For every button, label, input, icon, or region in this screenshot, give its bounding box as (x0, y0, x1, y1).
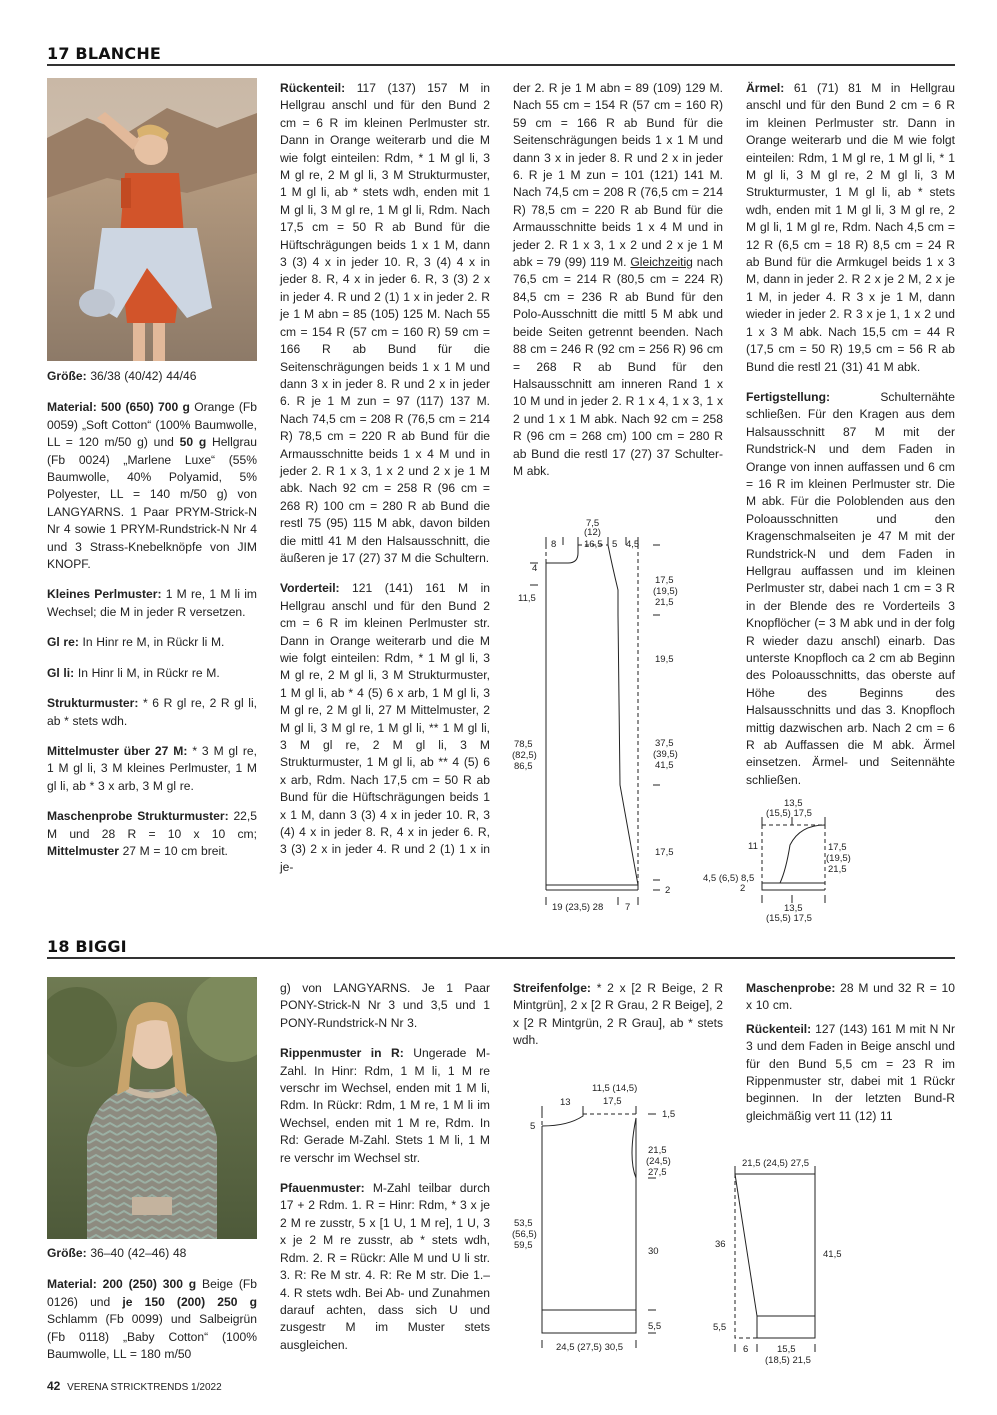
biggi-rueckenteil-paragraph: Rückenteil: 127 (143) 161 M mit N Nr 3 und dem Faden in Beige anschl und für den Bund 5,5 cm = 23 R im Rippenmuster str, dabei mit 1 Rückr beginnen. In der letzten Bund-R gleichmäßig vert 11 (12) 11 (746, 1021, 955, 1123)
sleeve-b2: (15,5) 17,5 (766, 913, 812, 924)
sleeve-r2: (19,5) (826, 853, 851, 864)
biggi-column-2 (280, 980, 490, 1367)
fertigstellung-paragraph: Fertigstellung: Schulternähte schließen. Für den Kragen aus dem Halsausschnitt 87 M mit der Rundstrick-N und dem Faden in Orange von innen auffassen und 6 cm = 16 R im kleinen Perlmuster str. Die M abk. Für die Poloblenden aus den Poloausschnitten und den Kragenschmalseiten je 47 M mit der Rundstrick-N und dem Faden in Hellgrau auffassen und im kleinen Perlmuster str, dabei nach 1 cm = 3 R in der Blende des re Vorderteils 3 Knopflöcher (= 3 M abk und in der folg R wieder dazu anschl) einarb. Das unterste Knopfloch ca 2 cm ab Beginn des Poloausschnitts, das oberste auf Höhe des Beginns des Halsausschnitts und das 3. Knopfloch mittig dazwischen arb. Nach 2 cm = 6 R ab Auffassen die M abk. Ärmel einsetzen. Ärmel- und Seitennähte schließen. (746, 389, 955, 787)
biggi-l13: 13 (560, 1097, 571, 1108)
biggi-sleeve-top: 21,5 (24,5) 27,5 (742, 1158, 810, 1169)
label-r1b: (19,5) (653, 586, 678, 597)
label-w45: 4,5 (626, 539, 640, 550)
biggi-sleeve-r415: 41,5 (823, 1249, 842, 1260)
label-lc: 86,5 (514, 761, 533, 772)
material-paragraph: Material: 500 (650) 700 g Orange (Fb 0059) „Soft Cotton“ (100% Baumwolle, LL = 120 m/50 g) und 50 g Hellgrau (Fb 0024) „Marlene Luxe“ (55% Baumwolle, 40% Polyamid, 5% Polyester, LL = 140 m/50 g) von LANGYARNS. 1 Paar PRYM-Strick-N Nr 4 sowie 1 PRYM-Rundstrick-N Nr 4 und 3 Strass-Knebelknöpfe von JIM KNOPF. (47, 400, 258, 572)
biggi-rc: 27,5 (648, 1167, 667, 1178)
page-footer (47, 1379, 222, 1393)
label-r2: 19,5 (655, 654, 674, 665)
label-w5: 5 (612, 539, 618, 550)
sleeve-r3: 21,5 (828, 864, 847, 875)
biggi-size-paragraph: Größe: 36–40 (42–46) 48 (47, 1246, 187, 1260)
photo-blanche-dress (47, 78, 257, 361)
vorderteil-continued: der 2. R je 1 M abn = 89 (109) 129 M. Nach 55 cm = 154 R (57 cm = 160 R) 59 cm = 166 R ab Bund für die Seitenschrägungen beids 1 x 1 M und dann 3 x in jeder 8. R und 2 x in jeder 6. R je 1 M zun = 101 (121) 141 M. Nach 74,5 cm = 208 R (76,5 cm = 214 R) 78,5 cm = 220 R ab Bund für die Armausschnitte beids 1 x 4 M und in jeder 2. R 1 x 3, 1 x 2 und 2 x je 1 M abk = 79 (99) 119 M. Gleichzeitig nach 76,5 cm = 214 R (80,5 cm = 224 R) 84,5 cm = 236 R ab Bund für den Polo-Ausschnitt die mittl 5 M abk und beide Seiten getrennt beenden. Nach 88 cm = 246 R (92 cm = 256 R) 96 cm = 268 R ab Bund für den Halsausschnitt am inneren Rand 1 x 10 M und in jeder 2. R 1 x 4, 1 x 3, 1 x 2 und 1 x 1 M abk. Nach 92 cm = 258 R (96 cm = 268 cm) 100 cm = 280 R ab Bund die restl 17 (27) 37 Schulter-M abk. (513, 81, 723, 478)
label-l115: 11,5 (518, 593, 536, 604)
diagram-blanche-sleeve (700, 795, 860, 925)
biggi-sleeve-b2: (18,5) 21,5 (765, 1355, 811, 1366)
biggi-t2: 17,5 (603, 1096, 622, 1107)
label-w8: 8 (551, 539, 557, 550)
aermel-paragraph: Ärmel: 61 (71) 81 M in Hellgrau anschl und für den Bund 2 cm = 6 R im kleinen Perlmuster str. Dann in Orange weiterarb und die M wie folgt einteilen: Rdm, 1 M gl re, 1 M gl li, * 1 M gl li, 3 M gl re, 2 M gl li, 3 M Strukturmuster, 1 M gl li, ab * stets wdh, enden mit 1 M gl li, 3 M gl re, 2 M gl li, 1 M gl re, Rdm. Nach 4,5 cm = 12 R (6,5 cm = 18 R) 8,5 cm = 24 R ab Bund für die Armkugel beids 1 x 3 M, dann in jeder 2. R 2 x je 2 M, 2 x je 1 M, in jeder 4. R 3 x je 1 M, dann wieder in jeder 2. R 3 x je 1, 1 x 2 und 1 x 3 M abk. Nach 15,5 cm = 44 R (17,5 cm = 50 R) 19,5 cm = 56 R ab Bund die restl 21 (31) 41 M abk. (746, 81, 955, 374)
gl-re-paragraph: Gl re: In Hinr re M, in Rückr li M. (47, 635, 225, 650)
magazine-name: VERENA STRICKTRENDS 1/2022 (67, 1382, 222, 1393)
label-r3b: (39,5) (653, 749, 678, 760)
sleeve-l2b: 2 (740, 883, 746, 894)
strukturmuster-paragraph: Strukturmuster: * 6 R gl re, 2 R gl li, ab * stets wdh. (47, 696, 257, 728)
streifenfolge-paragraph: Streifenfolge: * 2 x [2 R Beige, 2 R Mintgrün], 2 x [2 R Grau, 2 R Beige], 2 x [2 R Mintgrün, 2 R Grau], ab * stets wdh. (513, 981, 723, 1048)
blanche-column-4 (746, 80, 955, 802)
label-top2: (12) (584, 527, 601, 538)
blanche-column-1 (47, 368, 257, 873)
label-bottom1: 19 (23,5) 28 (552, 902, 604, 913)
label-r1c: 21,5 (655, 597, 674, 608)
biggi-r15: 1,5 (662, 1109, 676, 1120)
biggi-sleeve-b1: 15,5 (777, 1344, 796, 1355)
diagram-biggi-body (508, 1078, 708, 1358)
label-lb: (82,5) (512, 750, 537, 761)
label-l4: 4 (532, 563, 538, 574)
biggi-material-continued: g) von LANGYARNS. Je 1 Paar PONY-Strick-N Nr 3 und 3,5 und 1 PONY-Rundstrick-N Nr 3. (280, 981, 490, 1030)
sleeve-l11: 11 (748, 841, 758, 852)
diagram-biggi-sleeve (705, 1152, 865, 1372)
rippenmuster-paragraph: Rippenmuster in R: Ungerade M-Zahl. In Hinr: Rdm, 1 M li, 1 M re verschr im Wechsel, enden mit 1 M li, Rdm. In Rückr: Rdm, 1 M re, 1 M li im Wechsel, enden mit 1 M re, Rdm. In Rd: Gerade M-Zahl. Stets 1 M li, 1 M re verschr im Wechsel str. (280, 1046, 490, 1165)
biggi-lb: (56,5) (512, 1229, 537, 1240)
biggi-sleeve-l55: 5,5 (713, 1322, 727, 1333)
sleeve-t1: 13,5 (784, 798, 803, 809)
mittelmuster-paragraph: Mittelmuster über 27 M: * 3 M gl re, 1 M gl li, 3 M kleines Perlmuster, 1 M gl li, ab * 3 x arb, 3 M gl re. (47, 743, 257, 793)
biggi-sleeve-l36: 36 (715, 1239, 726, 1250)
rueckenteil-paragraph: Rückenteil: 117 (137) 157 M in Hellgrau anschl und für den Bund 2 cm = 6 R im kleinen Perlmuster str. Dann in Orange weiterarb und die M wie folgt einteilen: Rdm, * 1 M gl li, 3 M gl re, 2 M gl li, 3 M Strukturmuster, 1 M gl li, ab * stets wdh, enden mit 1 M gl li, 3 M gl re, 1 M gl li, Rdm. Nach 17,5 cm = 50 R ab Bund für die Hüftschrägungen beids 1 x 1 M, dann 3 (3) 4 x in jeder 10. R, 3 (4) 4 x in jeder 8. R, 4 x in jeder 6. R, 3 (3) 2 x in jeder 4. R und 2 (1) 1 x in jeder 2. R je 1 M abn = 85 (105) 125 M. Nach 55 cm = 154 R (57 cm = 160 R) 59 cm = 166 R ab Bund für die Seitenschrägungen beids 1 x 1 M und dann 3 x in jeder 8. R und 2 x in jeder 6. R je 1 M zun = 97 (117) 137 M. Nach 74,5 cm = 208 R (76,5 cm = 214 R) 78,5 cm = 220 R ab Bund für die Armausschnitte beids 1 x 4 M und in jeder 2. R 1 x 3, 1 x 2 und 2 x je 1 M abk. Nach 92 cm = 258 R (96 cm = 268 R) 100 cm = 280 R ab Bund die restl 75 (95) 115 M abk, davon bilden die mittl 41 M den Halsausschnitt, die äußeren je 17 (27) 37 M die Schultern. (280, 81, 490, 565)
biggi-m30: 30 (648, 1246, 659, 1257)
biggi-la: 53,5 (514, 1218, 533, 1229)
blanche-column-2 (280, 80, 490, 889)
vorderteil-paragraph: Vorderteil: 121 (141) 161 M in Hellgrau anschl und für den Bund 2 cm = 6 R im kleinen Perlmuster str. Dann in Orange weiterarb und die M wie folgt einteilen: Rdm, * 1 M gl li, 3 M gl re, 2 M gl li, 3 M Strukturmuster, 1 M gl li, ab * 4 (5) 6 x arb, 1 M gl li, 3 M gl re, 2 M gl li, 27 M Mittelmuster, 2 M gl li, 3 M gl re, 1 M gl li, ** 1 M gl li, 3 M gl re, 2 M gl li, 3 M Strukturmuster, 1 M gl li, ab ** 4 (5) 6 x arb, Rdm. Nach 17,5 cm = 50 R ab Bund für die Hüftschrägungen beids 1 x 1 M, dann 3 (3) 4 x in jeder 10. R, 3 (4) 4 x in jeder 8. R, 4 x in jeder 6. R, 3 (3) 2 x in jeder 4. R und 2 (1) 1 x in je- (280, 581, 490, 874)
biggi-material-paragraph: Material: 200 (250) 300 g Beige (Fb 0126) und je 150 (200) 250 g Schlamm (Fb 0099) und Salbeigrün (Fb 0118) „Baby Cotton“ (100% Baumwolle, LL = 180 m/50 (47, 1277, 257, 1362)
photo-biggi-sweater (47, 977, 257, 1239)
page-number: 42 (47, 1379, 61, 1393)
label-r4: 17,5 (655, 847, 674, 858)
sleeve-t2: (15,5) 17,5 (766, 808, 812, 819)
label-r3c: 41,5 (655, 760, 674, 771)
perlmuster-paragraph: Kleines Perlmuster: 1 M re, 1 M li im Wechsel; die M in jeder R versetzen. (47, 587, 257, 619)
sleeve-r1: 17,5 (828, 842, 847, 853)
biggi-t1: 11,5 (14,5) (592, 1083, 638, 1094)
biggi-column-3 (513, 980, 723, 1063)
size-paragraph: Größe: 36/38 (40/42) 44/46 (47, 369, 197, 383)
section-rule (47, 64, 955, 66)
gl-li-paragraph: Gl li: In Hinr li M, in Rückr re M. (47, 665, 220, 680)
biggi-ra: 21,5 (648, 1145, 667, 1156)
sleeve-l2a: 4,5 (6,5) 8,5 (703, 873, 755, 884)
label-r3a: 37,5 (655, 738, 674, 749)
label-bottom2: 7 (625, 902, 631, 913)
label-top1: 7,5 (586, 518, 600, 529)
sleeve-b1: 13,5 (784, 903, 803, 914)
section-title-biggi: 18 BIGGI (47, 937, 127, 956)
section-title-blanche: 17 BLANCHE (47, 44, 162, 63)
biggi-column-4 (746, 980, 955, 1138)
biggi-rb: (24,5) (646, 1156, 671, 1167)
biggi-b55: 5,5 (648, 1321, 662, 1332)
biggi-bottom: 24,5 (27,5) 30,5 (556, 1342, 624, 1353)
pfauenmuster-paragraph: Pfauenmuster: M-Zahl teilbar durch 17 + 2 Rdm. 1. R = Hinr: Rdm, * 3 x je 2 M re zusstr, 5 x [1 U, 1 M re], 1 U, 3 x je 2 M re zusstr, ab * stets wdh, Rdm. 2. R = Rückr: Alle M und U li str. 3. R: Re M str. 4. R: Re M str. Die 1.–4. R stets wdh. Bei Ab- und Zunahmen darauf achten, dass sich U und zusgestr M im Muster stets ausgleichen. (280, 1181, 490, 1352)
biggi-maschenprobe-paragraph: Maschenprobe: 28 M und 32 R = 10 x 10 cm. (746, 981, 955, 1013)
label-top3: 16,5 (584, 539, 603, 550)
biggi-column-1 (47, 1245, 257, 1376)
blanche-column-3 (513, 80, 723, 493)
biggi-lc: 59,5 (514, 1240, 533, 1251)
biggi-sleeve-b6: 6 (743, 1344, 749, 1355)
biggi-l5: 5 (530, 1121, 536, 1132)
label-r1a: 17,5 (655, 575, 674, 586)
maschenprobe-paragraph: Maschenprobe Strukturmuster: 22,5 M und 28 R = 10 x 10 cm; Mittelmuster 27 M = 10 cm breit. (47, 809, 257, 858)
section-rule-2 (47, 957, 955, 959)
label-r5: 2 (665, 885, 671, 896)
label-la: 78,5 (514, 739, 533, 750)
